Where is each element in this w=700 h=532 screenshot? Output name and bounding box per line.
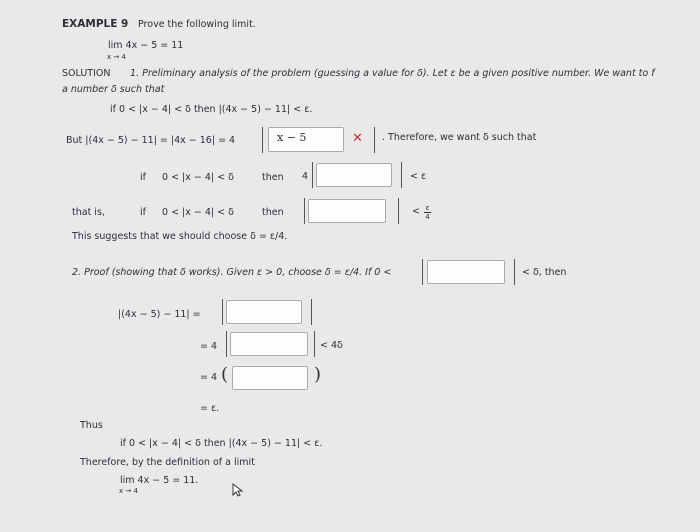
row2-condition: 0 < |x − 4| < δ [162,172,234,183]
chain-bar-1r [311,299,312,325]
answer-input-4[interactable] [427,260,505,284]
row3-lead: that is, [72,207,105,218]
answer-input-3[interactable] [308,199,386,223]
solution-label: SOLUTION [62,68,111,79]
final-limit-subscript: x → 4 [119,487,138,495]
row3-bar-left [304,198,305,224]
limit-subscript: x → 4 [107,53,126,61]
chain-bar-2r [314,331,315,357]
proof-bar-right [514,259,515,285]
row3-condition: 0 < |x − 4| < δ [162,207,234,218]
frac-numerator: ε [425,204,430,212]
right-paren: ) [314,364,322,385]
condition-statement: if 0 < |x − 4| < δ then |(4x − 5) − 11| < ε. [110,104,313,115]
therefore-text: Therefore, by the definition of a limit [80,457,255,468]
answer-input-1[interactable]: x − 5 [268,127,344,152]
chain-eq-epsilon: = ε. [200,403,220,414]
solution-line-1: 1. Preliminary analysis of the problem (guessing a value for δ). Let ε be a given positive number. We want to f [130,68,655,79]
answer-input-5[interactable] [226,300,302,324]
abs-bar-right [374,127,375,153]
left-paren: ( [221,364,229,385]
answer-input-7[interactable] [232,366,308,390]
final-limit: lim 4x − 5 = 11. [120,475,199,486]
row2-bar-right [401,162,402,188]
example-prompt: Prove the following limit. [138,19,256,30]
chain-bar-2l [226,331,227,357]
proof-after: < δ, then [522,267,567,278]
chain-bar-1l [222,299,223,325]
limit-expression: lim 4x − 5 = 11 [108,40,184,51]
thus-condition: if 0 < |x − 4| < δ then |(4x − 5) − 11| < ε. [120,438,323,449]
row3-then: then [262,207,284,218]
row3-if: if [140,207,146,218]
mouse-cursor-icon [232,483,244,497]
chain-eq4: = 4 [200,341,218,352]
solution-line-2: a number δ such that [62,84,165,95]
row2-coef: 4 [302,171,309,182]
chain-eq4-paren: = 4 [200,372,218,383]
epsilon-over-4 [424,204,431,221]
proof-bar-left [422,259,423,285]
but-line-suffix: . Therefore, we want δ such that [382,132,537,143]
incorrect-x-icon: ✕ [352,131,363,146]
row3-lt: < [412,206,420,217]
suggestion-text: This suggests that we should choose δ = ε/4. [72,231,288,242]
thus-label: Thus [80,420,103,431]
frac-denominator: 4 [425,213,430,221]
row2-rhs: < ε [410,171,427,182]
but-line-prefix: But |(4x − 5) − 11| = |4x − 16| = 4 [66,135,236,146]
row2-then: then [262,172,284,183]
answer-input-6[interactable] [230,332,308,356]
chain-lt-4delta: < 4δ [320,340,343,351]
row3-bar-right [398,198,399,224]
proof-line: 2. Proof (showing that δ works). Given ε > 0, choose δ = ε/4. If 0 < [72,267,392,278]
chain-lhs: |(4x − 5) − 11| = [118,309,201,320]
row2-bar-left [312,162,313,188]
row2-if: if [140,172,146,183]
answer-input-2[interactable] [316,163,392,187]
example-title: EXAMPLE 9 [62,18,129,30]
abs-bar-left [262,127,263,153]
